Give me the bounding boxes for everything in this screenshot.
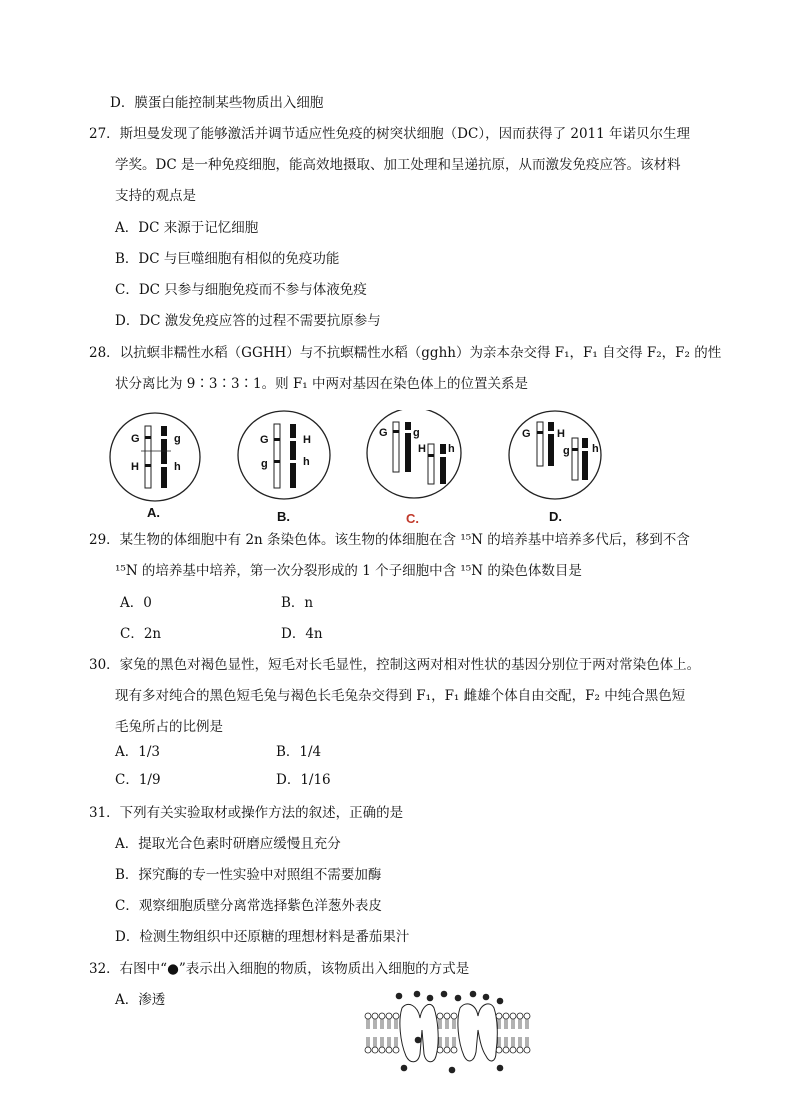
q29-option-d: D．4n [281, 626, 323, 642]
cell-c [367, 410, 461, 498]
q27-option-d: D．DC 激发免疫应答的过程不需要抗原参与 [115, 313, 381, 329]
gene-label-G: G [131, 433, 140, 445]
q31-option-b: B．探究酶的专一性实验中对照组不需要加酶 [115, 867, 382, 883]
q31-option-c: C．观察细胞质壁分离常选择紫色洋葱外表皮 [115, 898, 382, 914]
q30-option-d: D．1/16 [276, 772, 331, 788]
q29-option-b: B．n [281, 595, 314, 611]
q32-stem: 32．右图中“●”表示出入细胞的物质，该物质出入细胞的方式是 [89, 961, 470, 977]
gene-label-H: H [418, 443, 426, 455]
q27-stem-line2: 学奖。DC 是一种免疫细胞，能高效地摄取、加工处理和呈递抗原，从而激发免疫应答。该材料 [115, 157, 681, 173]
q27-option-b: B．DC 与巨噬细胞有相似的免疫功能 [115, 251, 340, 267]
cell-b [238, 411, 330, 499]
q27-stem-line3: 支持的观点是 [115, 188, 196, 204]
gene-label-g: g [563, 445, 570, 457]
gene-label-G: G [260, 434, 269, 446]
gene-label-h: h [174, 461, 181, 473]
q29-stem-line2: ¹⁵N 的培养基中培养，第一次分裂形成的 1 个子细胞中含 ¹⁵N 的染色体数目是 [115, 563, 582, 579]
q30-option-b: B．1/4 [276, 744, 322, 760]
q29-stem-line1: 29．某生物的体细胞中有 2n 条染色体。该生物的体细胞在含 ¹⁵N 的培养基中培养多代后，移到不含 [89, 532, 690, 548]
q32-option-a: A．渗透 [115, 992, 166, 1008]
gene-label-h: h [448, 443, 455, 455]
q28-stem-line1: 28．以抗螟非糯性水稻（GGHH）与不抗螟糯性水稻（gghh）为亲本杂交得 F₁，F₁ 自交得 F₂，F₂ 的性 [89, 345, 722, 361]
gene-label-G: G [522, 428, 531, 440]
q27-option-a: A．DC 来源于记忆细胞 [115, 220, 259, 236]
q30-stem-line3: 毛兔所占的比例是 [115, 719, 223, 735]
gene-label-g: g [413, 427, 420, 439]
gene-label-h: h [592, 443, 599, 455]
lipid-bilayer [365, 1013, 530, 1053]
carrier-protein-2 [458, 1004, 497, 1061]
q32-membrane-figure [360, 990, 540, 1076]
q28-stem-line2: 状分离比为 9∶3∶3∶1。则 F₁ 中两对基因在染色体上的位置关系是 [115, 376, 529, 392]
q30-stem-line1: 30．家兔的黑色对褐色显性，短毛对长毛显性，控制这两对相对性状的基因分别位于两对常染色体上。 [89, 657, 701, 673]
q30-option-a: A．1/3 [115, 744, 160, 760]
q29-option-c: C．2n [120, 626, 162, 642]
q28-caption-a: A. [147, 505, 160, 520]
gene-label-H: H [303, 434, 311, 446]
gene-label-g: g [174, 433, 181, 445]
gene-label-h: h [303, 456, 310, 468]
q28-caption-b: B. [277, 509, 290, 524]
carrier-protein-1 [400, 1004, 438, 1061]
q31-option-a: A．提取光合色素时研磨应缓慢且充分 [115, 836, 341, 852]
q30-option-c: C．1/9 [115, 772, 161, 788]
gene-label-H: H [131, 461, 139, 473]
q27-option-c: C．DC 只参与细胞免疫而不参与体液免疫 [115, 282, 367, 298]
q26-option-d: D．膜蛋白能控制某些物质出入细胞 [110, 95, 324, 111]
gene-label-g: g [261, 458, 268, 470]
q30-stem-line2: 现有多对纯合的黑色短毛兔与褐色长毛兔杂交得到 F₁，F₁ 雌雄个体自由交配，F₂ 中纯合黑色短 [115, 688, 686, 704]
q29-option-a: A．0 [120, 595, 152, 611]
q27-stem-line1: 27．斯坦曼发现了能够激活并调节适应性免疫的树突状细胞（DC），因而获得了 2011 年诺贝尔生理 [89, 126, 691, 142]
q31-stem: 31．下列有关实验取材或操作方法的叙述，正确的是 [89, 805, 404, 821]
cell-a [110, 413, 200, 501]
q28-figure [0, 410, 790, 510]
q31-option-d: D．检测生物组织中还原糖的理想材料是番茄果汁 [115, 929, 410, 945]
q28-caption-d: D. [549, 509, 562, 524]
gene-label-G: G [379, 427, 388, 439]
q28-caption-c: C. [406, 511, 419, 526]
gene-label-H: H [557, 428, 565, 440]
cell-d [509, 411, 601, 499]
